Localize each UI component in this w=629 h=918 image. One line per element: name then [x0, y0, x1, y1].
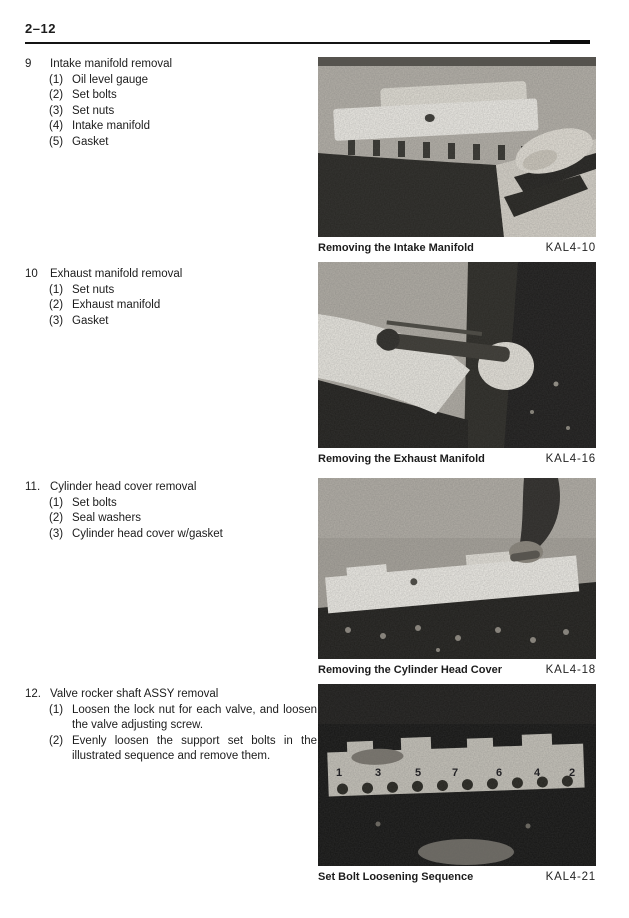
list-item: [49, 314, 317, 330]
item-label: (1): [49, 73, 64, 86]
item-label: (4): [49, 120, 64, 133]
figure-code: KAL4-16: [545, 453, 596, 465]
item-text: Oil level gauge: [72, 73, 149, 86]
item-label: (3): [49, 527, 64, 540]
item-text: Set nuts: [72, 283, 115, 296]
list-item: [49, 734, 317, 765]
item-text: Set nuts: [72, 104, 115, 117]
sequence-number: 5: [415, 767, 422, 779]
header-rule: [25, 42, 590, 44]
list-item: [49, 511, 317, 527]
list-item: [49, 73, 317, 89]
section-cylinder-head-cover-removal: [25, 480, 317, 542]
item-label: (5): [49, 135, 64, 148]
figure-caption: Set Bolt Loosening Sequence: [318, 871, 474, 883]
sequence-number: 4: [534, 767, 541, 779]
section-title: Exhaust manifold removal: [50, 268, 183, 280]
list-item: [49, 135, 317, 151]
sequence-number: 2: [569, 767, 576, 779]
page-number: 2–12: [25, 21, 56, 36]
sequence-number: 6: [496, 767, 503, 779]
figure-set-bolt-sequence: [318, 684, 596, 883]
item-text: Seal washers: [72, 512, 142, 525]
section-title: Valve rocker shaft ASSY removal: [50, 688, 219, 700]
figure-code: KAL4-21: [545, 871, 596, 883]
section-title: Intake manifold removal: [50, 58, 173, 70]
header-rule-tick: [550, 40, 590, 44]
item-text: Exhaust manifold: [72, 299, 161, 312]
section-number: 9: [25, 58, 32, 70]
item-text: Cylinder head cover w/gasket: [72, 527, 223, 540]
section-intake-manifold-removal: [25, 57, 317, 151]
list-item: [49, 283, 317, 299]
exhaust-manifold-photo: [318, 262, 596, 448]
list-item: [49, 104, 317, 120]
item-text: Gasket: [72, 314, 109, 327]
item-text: Set bolts: [72, 89, 117, 102]
item-label: (2): [49, 89, 64, 102]
list-item: [49, 88, 317, 104]
set-bolt-sequence-photo: [318, 684, 596, 866]
item-text: Gasket: [72, 135, 109, 148]
figure-caption: Removing the Intake Manifold: [318, 242, 474, 254]
item-label: (2): [49, 734, 64, 747]
item-text: Intake manifold: [72, 120, 150, 133]
figure-caption: Removing the Cylinder Head Cover: [318, 664, 502, 676]
list-item: [49, 703, 317, 734]
figure-intake-manifold: [318, 57, 596, 254]
item-label: (3): [49, 104, 64, 117]
list-item: [49, 527, 317, 543]
sequence-number: 3: [375, 767, 382, 779]
section-number: 12.: [25, 688, 41, 700]
section-number: 11.: [25, 481, 41, 493]
section-exhaust-manifold-removal: [25, 267, 317, 329]
cylinder-head-cover-photo: [318, 478, 596, 659]
item-label: (2): [49, 512, 64, 525]
figure-exhaust-manifold: [318, 262, 596, 465]
sequence-number: 1: [336, 767, 343, 779]
list-item: [49, 119, 317, 135]
section-valve-rocker-shaft-removal: [25, 687, 317, 765]
figure-cylinder-head-cover: [318, 478, 596, 676]
sequence-number: 7: [452, 767, 459, 779]
section-number: 10: [25, 268, 38, 280]
item-label: (1): [49, 496, 64, 509]
figure-code: KAL4-18: [545, 664, 596, 676]
item-text: Set bolts: [72, 496, 117, 509]
item-text: Loosen the lock nut for each valve, and loosen the valve adjusting screw.: [72, 703, 317, 732]
figure-code: KAL4-10: [545, 242, 596, 254]
list-item: [49, 298, 317, 314]
intake-manifold-photo: [318, 57, 596, 237]
figure-caption: Removing the Exhaust Manifold: [318, 453, 485, 465]
item-label: (1): [49, 283, 64, 296]
item-label: (1): [49, 703, 64, 716]
item-text: Evenly loosen the support set bolts in the illustrated sequence and remove them.: [72, 734, 317, 763]
list-item: [49, 496, 317, 512]
section-title: Cylinder head cover removal: [50, 481, 197, 493]
item-label: (3): [49, 314, 64, 327]
item-label: (2): [49, 299, 64, 312]
